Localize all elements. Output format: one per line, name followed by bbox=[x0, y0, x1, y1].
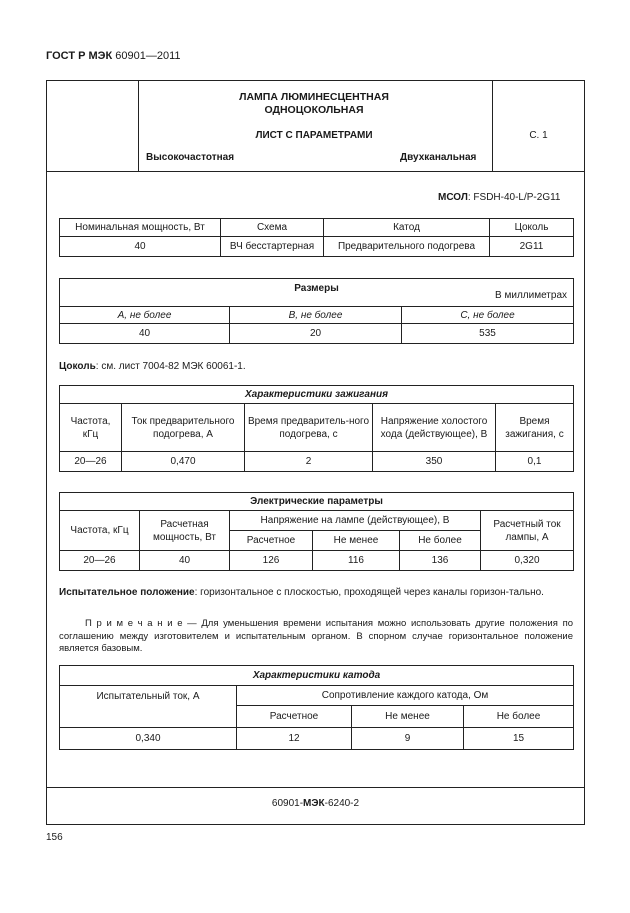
el-sub-min: Не менее bbox=[313, 531, 400, 551]
lamp-code bbox=[438, 191, 560, 204]
note-text: — Для уменьшения времени испытания можно использовать другие положения по соглашению между изготовителем и испытательным органом. В спорном случае горизонтальное положение является базовым. bbox=[59, 618, 573, 654]
value-circuit: ВЧ бесстартерная bbox=[221, 237, 324, 257]
standard-prefix: ГОСТ Р МЭК bbox=[46, 50, 113, 62]
electrical-table bbox=[59, 492, 574, 571]
cap-reference bbox=[59, 360, 246, 373]
note-label: П р и м е ч а н и е bbox=[85, 618, 183, 629]
lamp-type-left: Высокочастотная bbox=[146, 152, 235, 163]
note bbox=[59, 618, 573, 656]
el-value-power: 40 bbox=[140, 551, 230, 571]
main-parameters-table bbox=[59, 218, 574, 257]
ign-header-preheat-current: Ток предварительного подогрева, А bbox=[122, 404, 245, 452]
ign-header-preheat-time: Время предваритель-ного подогрева, с bbox=[245, 404, 373, 452]
cap-text: : см. лист 7004-82 МЭК 60061-1. bbox=[95, 361, 246, 372]
header-circuit: Схема bbox=[221, 219, 324, 237]
el-header-power: Расчетная мощность, Вт bbox=[140, 511, 230, 551]
test-position bbox=[59, 586, 573, 599]
value-cap: 2G11 bbox=[490, 237, 574, 257]
dimensions-title-cell bbox=[60, 279, 574, 307]
page-number: 156 bbox=[46, 832, 63, 843]
ignition-title: Характеристики зажигания bbox=[60, 386, 574, 404]
ignition-table bbox=[59, 385, 574, 472]
dim-value-a: 40 bbox=[60, 324, 230, 344]
el-value-max: 136 bbox=[400, 551, 481, 571]
dim-header-b: B, не более bbox=[230, 307, 402, 324]
value-power: 40 bbox=[60, 237, 221, 257]
ign-value-ignition-time: 0,1 bbox=[496, 452, 574, 472]
el-sub-max: Не более bbox=[400, 531, 481, 551]
cat-header-current: Испытательный ток, А bbox=[60, 686, 237, 728]
el-value-current: 0,320 bbox=[481, 551, 574, 571]
cat-header-resistance: Сопротивление каждого катода, Ом bbox=[237, 686, 574, 706]
dim-header-c: C, не более bbox=[402, 307, 574, 324]
standard-header bbox=[46, 50, 181, 62]
dim-value-c: 535 bbox=[402, 324, 574, 344]
value-cathode: Предварительного подогрева bbox=[324, 237, 490, 257]
cathode-table bbox=[59, 665, 574, 750]
test-position-text: : горизонтальное с плоскостью, проходящей через каналы горизон-тально. bbox=[194, 587, 544, 598]
el-value-min: 116 bbox=[313, 551, 400, 571]
ign-value-open-voltage: 350 bbox=[373, 452, 496, 472]
header-bottom-line bbox=[47, 171, 584, 172]
lamp-code-label: МСОЛ bbox=[438, 192, 468, 203]
cap-label: Цоколь bbox=[59, 361, 96, 372]
lamp-type-right: Двухканальная bbox=[400, 152, 477, 163]
page-reference: С. 1 bbox=[529, 130, 548, 141]
dimensions-table bbox=[59, 278, 574, 344]
lamp-code-value: : FSDH-40-L/P-2G11 bbox=[467, 192, 561, 203]
ign-value-preheat-current: 0,470 bbox=[122, 452, 245, 472]
ign-header-frequency: Частота, кГц bbox=[60, 404, 122, 452]
parameter-sheet-label: ЛИСТ С ПАРАМЕТРАМИ bbox=[255, 130, 373, 141]
header-cap: Цоколь bbox=[490, 219, 574, 237]
cat-value-max: 15 bbox=[464, 728, 574, 750]
cat-value-rated: 12 bbox=[237, 728, 352, 750]
el-header-frequency: Частота, кГц bbox=[60, 511, 140, 551]
dimensions-title: Размеры bbox=[294, 283, 339, 294]
cat-value-min: 9 bbox=[352, 728, 464, 750]
el-header-current: Расчетный ток лампы, А bbox=[481, 511, 574, 551]
sheet-code-pre: 60901- bbox=[271, 798, 304, 809]
header-divider-right bbox=[492, 81, 493, 171]
dim-value-b: 20 bbox=[230, 324, 402, 344]
el-value-rated: 126 bbox=[230, 551, 313, 571]
ign-value-frequency: 20—26 bbox=[60, 452, 122, 472]
header-power: Номинальная мощность, Вт bbox=[60, 219, 221, 237]
cat-sub-min: Не менее bbox=[352, 706, 464, 728]
electrical-title: Электрические параметры bbox=[60, 493, 574, 511]
dimensions-unit: В миллиметрах bbox=[495, 290, 568, 301]
sheet-title: ЛАМПА ЛЮМИНЕСЦЕНТНАЯ ОДНОЦОКОЛЬНАЯ bbox=[239, 91, 389, 116]
cat-sub-rated: Расчетное bbox=[237, 706, 352, 728]
cathode-title: Характеристики катода bbox=[60, 666, 574, 686]
footer-top-line bbox=[47, 787, 584, 788]
header-cathode: Катод bbox=[324, 219, 490, 237]
ign-value-preheat-time: 2 bbox=[245, 452, 373, 472]
ign-header-ignition-time: Время зажигания, с bbox=[496, 404, 574, 452]
standard-number: 60901—2011 bbox=[115, 50, 181, 62]
cat-sub-max: Не более bbox=[464, 706, 574, 728]
test-position-label: Испытательное положение bbox=[59, 587, 195, 598]
sheet-code bbox=[46, 797, 585, 810]
el-sub-rated: Расчетное bbox=[230, 531, 313, 551]
cat-value-current: 0,340 bbox=[60, 728, 237, 750]
dim-header-a: A, не более bbox=[60, 307, 230, 324]
sheet-code-mid: МЭК bbox=[303, 798, 325, 809]
el-header-voltage: Напряжение на лампе (действующее), В bbox=[230, 511, 481, 531]
sheet-code-post: -6240-2 bbox=[324, 798, 360, 809]
el-value-frequency: 20—26 bbox=[60, 551, 140, 571]
ign-header-open-voltage: Напряжение холостого хода (действующее), В bbox=[373, 404, 496, 452]
